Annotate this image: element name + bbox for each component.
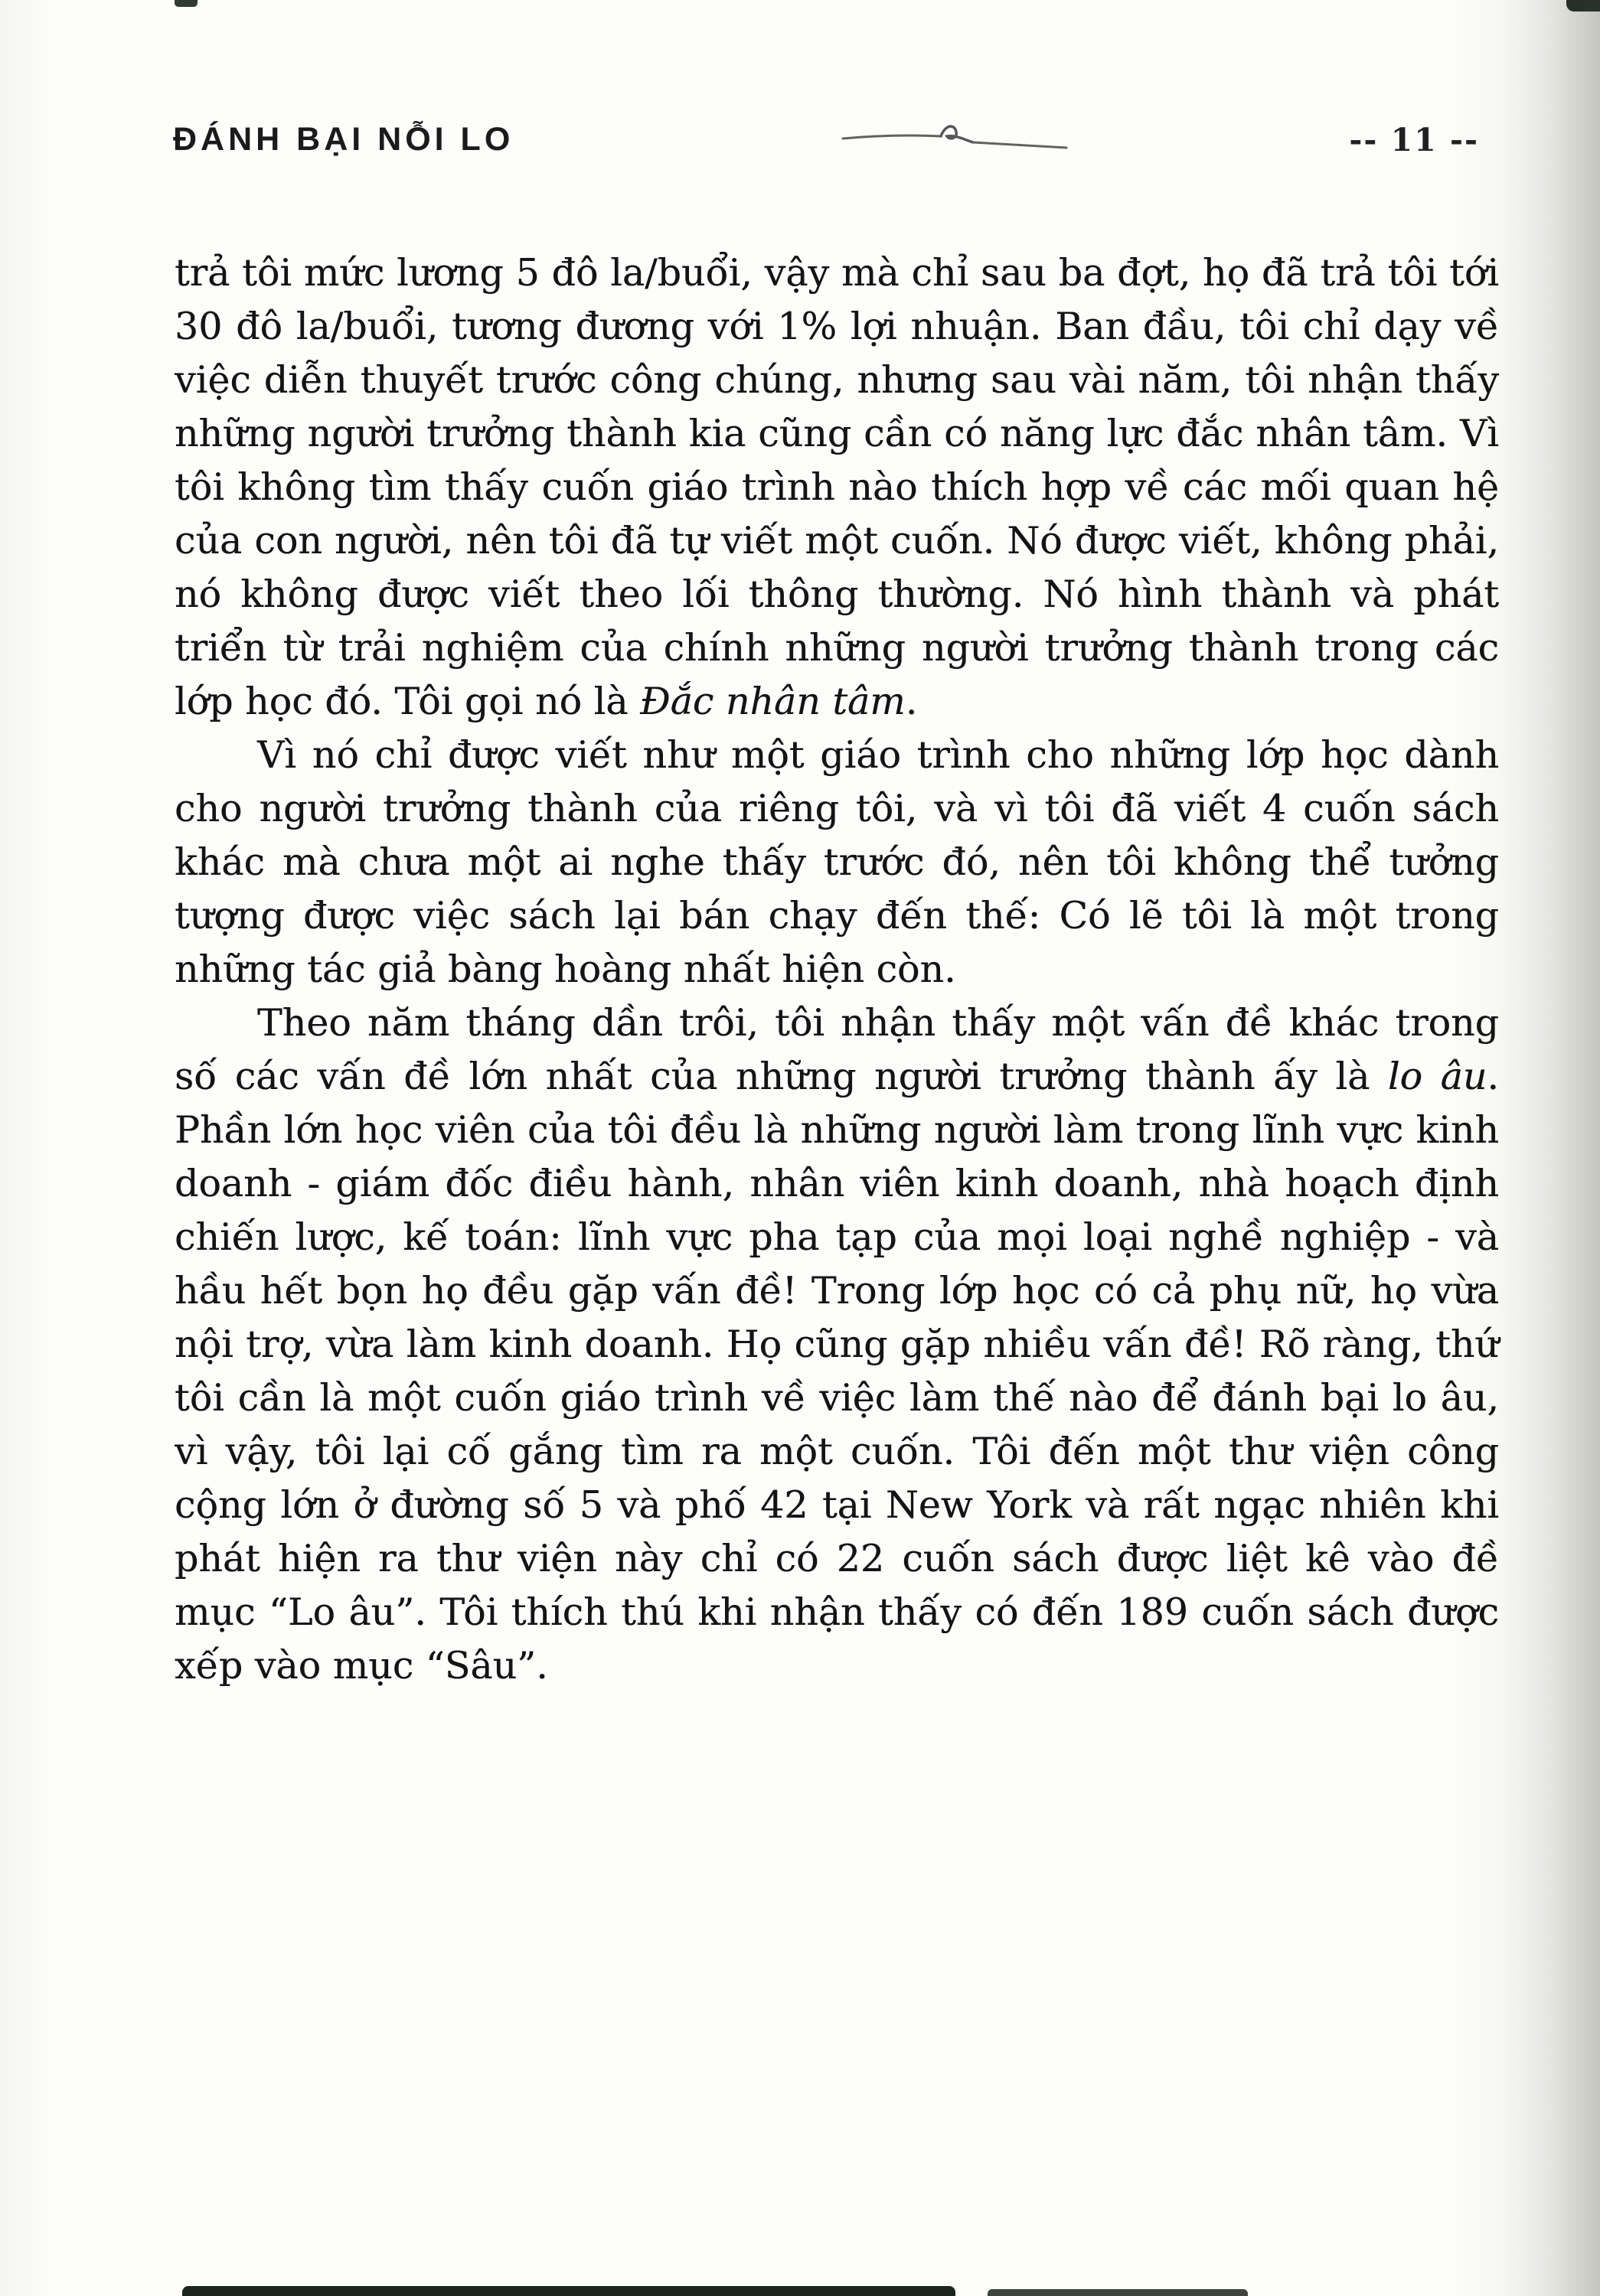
italic-text: lo âu [1387,1055,1487,1098]
scan-artifact-bottom-mid [988,2289,1248,2296]
paragraph [175,996,1499,1693]
body-text: trả tôi mức lương 5 đô la/buổi, vậy mà chỉ sau ba đợt, họ đã trả tôi tới 30 đô la/buổi, tương đương với 1% lợi nhuận. Ban đầu, tôi chỉ dạy về việc diễn thuyết trước công chúng, nhưng sau vài năm, tôi nhận thấy những người trưởng thành kia cũng cần có năng lực đắc nhân tâm. Vì tôi không tìm thấy cuốn giáo trình nào thích hợp về các mối quan hệ của con người, nên tôi đã tự viết một cuốn. Nó được viết, không phải, nó không được viết theo lối thông thường. Nó hình thành và phát triển từ trải nghiệm của chính những người trưởng thành trong các lớp học đó. Tôi gọi nó là [175,251,1499,723]
page-header [173,121,1479,158]
paragraph [175,246,1499,729]
scan-artifact-bottom-left [182,2286,955,2296]
scan-artifact-top-right [1566,0,1600,11]
paragraph [175,729,1499,996]
scan-artifact-top-left [175,0,198,7]
body-text: . [905,680,918,723]
running-head-title: ĐÁNH BẠI NỖI LO [173,121,514,158]
body-text: . Phần lớn học viên của tôi đều là những người làm trong lĩnh vực kinh doanh - giám đốc điều hành, nhân viên kinh doanh, nhà hoạch định chiến lược, kế toán: lĩnh vực pha tạp của mọi loại nghề nghiệp - và hầu hết bọn họ đều gặp vấn đề! Trong lớp học có cả phụ nữ, họ vừa nội trợ, vừa làm kinh doanh. Họ cũng gặp nhiều vấn đề! Rõ ràng, thứ tôi cần là một cuốn giáo trình về việc làm thế nào để đánh bại lo âu, vì vậy, tôi lại cố gắng tìm ra một cuốn. Tôi đến một thư viện công cộng lớn ở đường số 5 và phố 42 tại New York và rất ngạc nhiên khi phát hiện ra thư viện này chỉ có 22 cuốn sách được liệt kê vào đề mục “Lo âu”. Tôi thích thú khi nhận thấy có đến 189 cuốn sách được xếp vào mục “Sâu”. [175,1055,1499,1688]
text-block [175,246,1499,1693]
body-text: Theo năm tháng dần trôi, tôi nhận thấy một vấn đề khác trong số các vấn đề lớn nhất của những người trưởng thành ấy là [175,1001,1499,1098]
divider-ornament-icon [840,122,1069,158]
page-number: -- 11 -- [1349,121,1479,158]
page-edge-shadow [1500,0,1600,2296]
italic-text: Đắc nhân tâm [640,680,906,723]
body-text: Vì nó chỉ được viết như một giáo trình cho những lớp học dành cho người trưởng thành của riêng tôi, và vì tôi đã viết 4 cuốn sách khác mà chưa một ai nghe thấy trước đó, nên tôi không thể tưởng tượng được việc sách lại bán chạy đến thế: Có lẽ tôi là một trong những tác giả bàng hoàng nhất hiện còn. [175,733,1499,991]
